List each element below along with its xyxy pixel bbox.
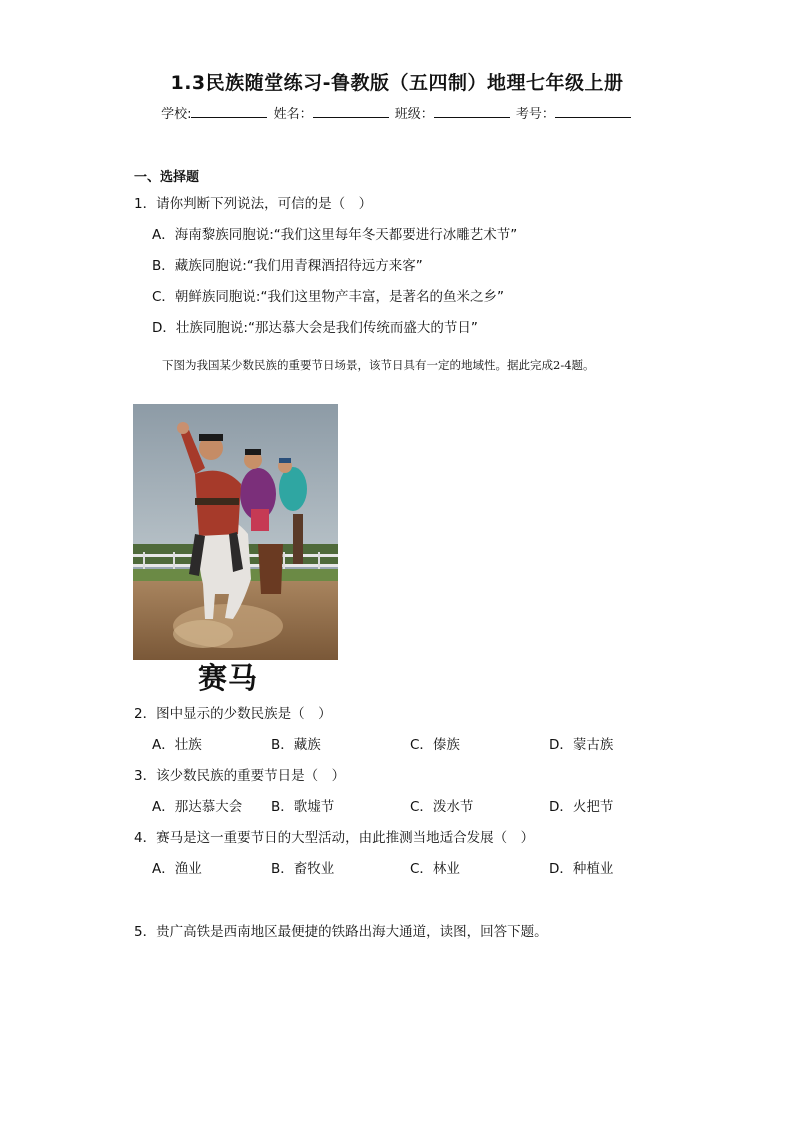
- question-5-stem: 5．贵广高铁是西南地区最便捷的铁路出海大通道，读图，回答下题。: [134, 924, 548, 940]
- question-4-option-b[interactable]: B．畜牧业: [271, 861, 335, 877]
- exam-number-label: 考号：: [515, 107, 555, 122]
- photo-caption: 赛马: [198, 661, 259, 695]
- question-2-option-c[interactable]: C．傣族: [410, 737, 460, 753]
- question-4-option-d[interactable]: D．种植业: [549, 861, 614, 877]
- question-4-option-c[interactable]: C．林业: [410, 861, 460, 877]
- question-1-option-b[interactable]: B．藏族同胞说:“我们用青稞酒招待远方来客”: [152, 258, 423, 274]
- student-info-line: [0, 103, 794, 122]
- class-label: 班级：: [394, 107, 434, 122]
- question-1-option-a[interactable]: A．海南黎族同胞说:“我们这里每年冬天都要进行冰雕艺术节”: [152, 227, 518, 243]
- question-4-stem: 4．赛马是这一重要节日的大型活动，由此推测当地适合发展（ ）: [134, 830, 535, 846]
- question-2-option-a[interactable]: A．壮族: [152, 737, 202, 753]
- page-title: 1.3民族随堂练习-鲁教版（五四制）地理七年级上册: [170, 72, 624, 94]
- question-2-option-d[interactable]: D．蒙古族: [549, 737, 614, 753]
- question-1-option-d[interactable]: D．壮族同胞说:“那达慕大会是我们传统而盛大的节日”: [152, 320, 478, 336]
- question-3-option-a[interactable]: A．那达慕大会: [152, 799, 243, 815]
- question-2-stem: 2．图中显示的少数民族是（ ）: [134, 706, 332, 722]
- section-heading: 一、选择题: [134, 170, 200, 185]
- question-3-option-b[interactable]: B．歌墟节: [271, 799, 335, 815]
- question-3-option-d[interactable]: D．火把节: [549, 799, 614, 815]
- question-2-option-b[interactable]: B．藏族: [271, 737, 321, 753]
- question-3-stem: 3．该少数民族的重要节日是（ ）: [134, 768, 346, 784]
- question-1-stem: 1．请你判断下列说法，可信的是（ ）: [134, 196, 373, 212]
- passage-intro: 下图为我国某少数民族的重要节日场景，该节日具有一定的地域性。据此完成2-4题。: [162, 358, 595, 372]
- school-blank[interactable]: [191, 105, 267, 118]
- name-label: 姓名：: [273, 107, 313, 122]
- exam-number-blank[interactable]: [555, 105, 631, 118]
- question-1-option-c[interactable]: C．朝鲜族同胞说:“我们这里物产丰富，是著名的鱼米之乡”: [152, 289, 504, 305]
- class-blank[interactable]: [434, 105, 510, 118]
- question-3-option-c[interactable]: C．泼水节: [410, 799, 474, 815]
- question-4-option-a[interactable]: A．渔业: [152, 861, 202, 877]
- name-blank[interactable]: [313, 105, 389, 118]
- horse-racing-photo: [133, 404, 338, 660]
- school-label: 学校:: [161, 107, 192, 122]
